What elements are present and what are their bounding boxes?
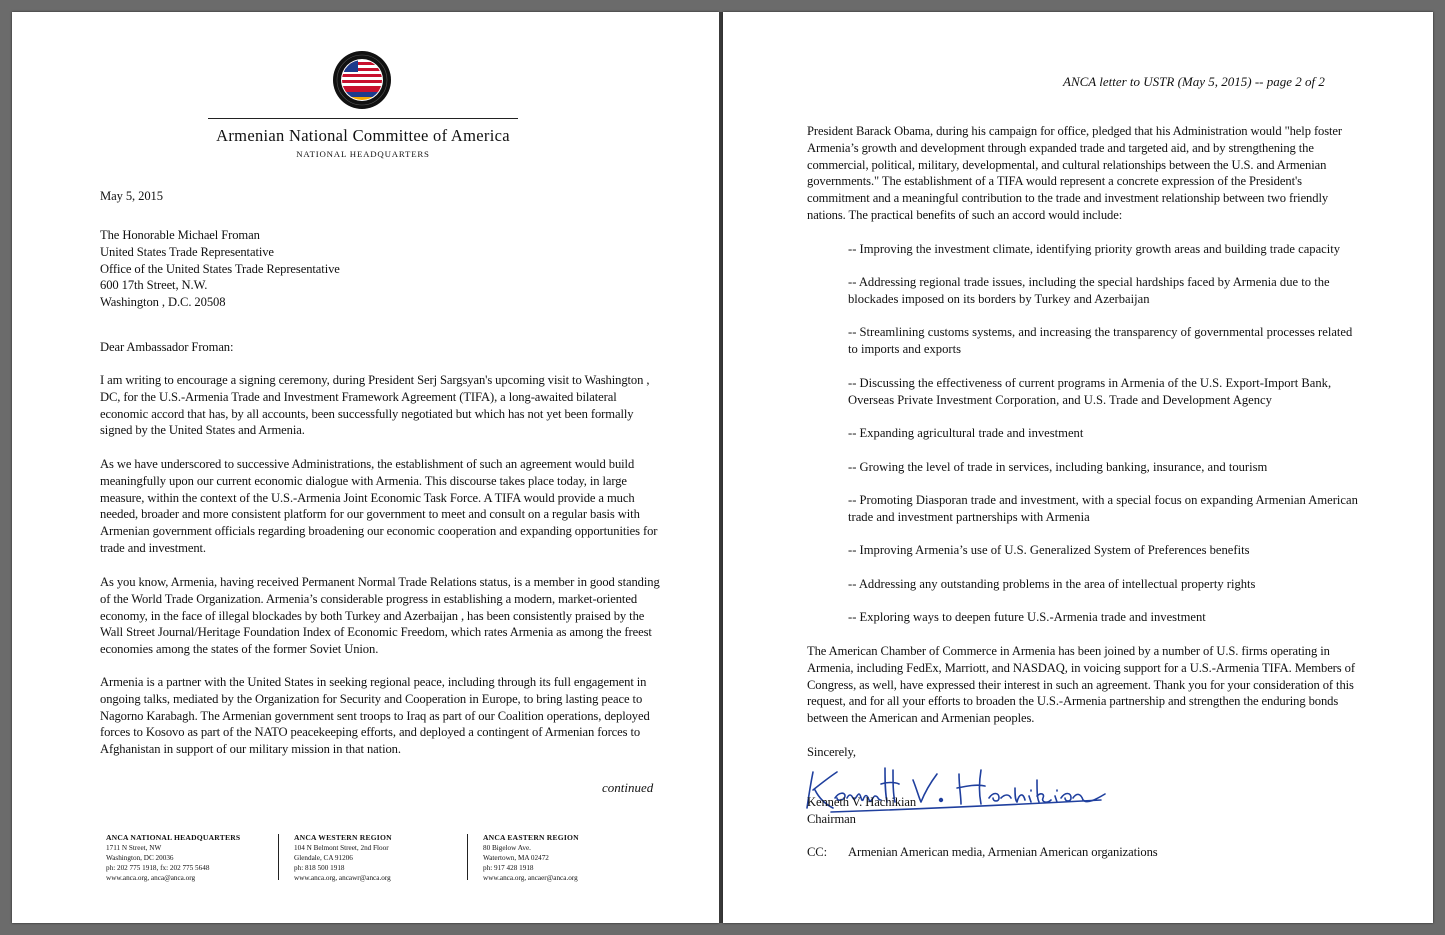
benefit-item: -- Addressing regional trade issues, including the special hardships faced by Armenia due to the blockades imposed on its borders by Turkey and Azerbaijan (848, 275, 1330, 306)
body-paragraph: I am writing to encourage a signing ceremony, during President Serj Sargsyan's upcoming visit to Washington , DC, for the U.S.-Armenia Trade and Investment Framework Agreement (TIFA), a long-awaited bilateral economic accord that has, by all accounts, been successfully negotiated but which has not yet been formally signed by the United States and Armenia. (100, 373, 650, 438)
anca-seal-logo (332, 50, 392, 110)
organization-name: Armenian National Committee of America (216, 126, 510, 145)
footer-line: 104 N Belmont Street, 2nd Floor (294, 844, 389, 852)
benefit-item: -- Streamlining customs systems, and increasing the transparency of governmental processes related to imports and exports (848, 325, 1353, 356)
footer-line: www.anca.org, ancawr@anca.org (294, 874, 391, 882)
benefit-item: -- Exploring ways to deepen future U.S.-Armenia trade and investment (848, 610, 1206, 624)
cc-label: CC: (807, 845, 827, 859)
address-line: Washington , D.C. 20508 (100, 295, 226, 309)
address-line: Office of the United States Trade Representative (100, 262, 340, 276)
footer-hq (106, 833, 240, 883)
page-header: ANCA letter to USTR (May 5, 2015) -- page 2 of 2 (1063, 74, 1325, 89)
benefit-item: -- Improving Armenia’s use of U.S. Generalized System of Preferences benefits (848, 543, 1250, 557)
footer-divider (467, 834, 468, 880)
footer-line: ph: 917 428 1918 (483, 864, 534, 872)
body-paragraph: As you know, Armenia, having received Permanent Normal Trade Relations status, is a member in good standing of the World Trade Organization. Armenia’s considerable progress in establishing a modern, market-oriented economy, in the face of illegal blockades by both Turkey and Azerbaijan , has been consistently praised by the Wall Street Journal/Heritage Foundation Index of Economic Freedom, which rates Armenia as among the freest economies among the states of the former Soviet Union. (100, 575, 660, 657)
organization-subtitle: NATIONAL HEADQUARTERS (296, 149, 430, 159)
footer-line: 1711 N Street, NW (106, 844, 162, 852)
address-line: The Honorable Michael Froman (100, 228, 260, 242)
footer-line: 80 Bigelow Ave. (483, 844, 531, 852)
cc-recipients: Armenian American media, Armenian American organizations (848, 845, 1158, 859)
footer-eastern (483, 833, 579, 883)
footer-line: Watertown, MA 02472 (483, 854, 549, 862)
footer-heading: ANCA WESTERN REGION (294, 833, 392, 842)
footer-heading: ANCA NATIONAL HEADQUARTERS (106, 833, 241, 842)
closing-paragraph: The American Chamber of Commerce in Armenia has been joined by a number of U.S. firms operating in Armenia, including FedEx, Marriott, and NASDAQ, in voicing support for a U.S.-Armenia TIFA. Members of Congress, as well, have expressed their interest in such an agreement. Thank you for your consideration of this request, and for all your efforts to broaden the U.S.-Armenia partnership and strengthen the enduring bonds between the American and Armenian peoples. (807, 644, 1355, 726)
signer-name: Kenneth V. Hachikian (807, 795, 917, 809)
footer-heading: ANCA EASTERN REGION (483, 833, 579, 842)
benefit-item: -- Growing the level of trade in services, including banking, insurance, and tourism (848, 460, 1268, 474)
benefit-item: -- Promoting Diasporan trade and investment, with a special focus on expanding Armenian American trade and investment partnerships with Armenia (848, 493, 1358, 524)
signer-title: Chairman (807, 812, 856, 826)
benefit-item: -- Discussing the effectiveness of current programs in Armenia of the U.S. Export-Import Bank, Overseas Private Investment Corporation, and U.S. Trade and Development Agency (848, 376, 1332, 407)
body-paragraph: As we have underscored to successive Administrations, the establishment of such an agreement would build meaningfully upon our current economic dialogue with Armenia. This discourse takes place today, in large measure, within the context of the U.S.-Armenia Joint Economic Task Force. A TIFA would provide a much needed, broader and more consistent platform for our government to meet and consult on a regular basis with Armenian government officials regarding broadening our economic cooperation and expanding opportunities for trade and investment. (100, 457, 658, 555)
footer-line: Washington, DC 20036 (106, 854, 174, 862)
continued-note: continued (602, 780, 654, 795)
letter-page-1 (12, 12, 719, 923)
footer-line: www.anca.org, ancaer@anca.org (483, 874, 578, 882)
address-line: United States Trade Representative (100, 245, 274, 259)
footer-line: Glendale, CA 91206 (294, 854, 353, 862)
letterhead-rule (208, 118, 518, 119)
footer-western (294, 833, 392, 883)
salutation: Dear Ambassador Froman: (100, 340, 234, 354)
body-paragraph: Armenia is a partner with the United States in seeking regional peace, including through its full engagement in ongoing talks, mediated by the Organization for Security and Cooperation in Europe, to bring lasting peace to Nagorno Karabagh. The Armenian government sent troops to Iraq as part of our Coalition operations, deployed forces to Kosovo as part of the NATO peacekeeping efforts, and deployed a contingent of Armenian forces to Afghanistan in support of our military mission in that nation. (100, 675, 650, 757)
valediction: Sincerely, (807, 745, 856, 759)
address-line: 600 17th Street, N.W. (100, 278, 208, 292)
footer-line: ph: 202 775 1918, fx: 202 775 5648 (106, 864, 210, 872)
benefit-item: -- Improving the investment climate, identifying priority growth areas and building trade capacity (848, 242, 1341, 256)
letter-page-2 (723, 12, 1433, 923)
intro-paragraph: President Barack Obama, during his campaign for office, pledged that his Administration would "help foster Armenia’s growth and development through expanded trade and targeted aid, and by strengthening the commercial, political, military, developmental, and cultural relationships between the U.S. and Armenian governments." The establishment of a TIFA would represent a concrete expression of the President's commitment and a meaningful contribution to the trade and investment relationship between two friendly nations. The practical benefits of such an accord would include: (807, 124, 1343, 222)
benefit-item: -- Expanding agricultural trade and investment (848, 426, 1084, 440)
footer-line: www.anca.org, anca@anca.org (106, 874, 196, 882)
benefit-item: -- Addressing any outstanding problems in the area of intellectual property rights (848, 577, 1256, 591)
footer-divider (278, 834, 279, 880)
footer-line: ph: 818 500 1918 (294, 864, 345, 872)
letter-date: May 5, 2015 (100, 189, 163, 203)
